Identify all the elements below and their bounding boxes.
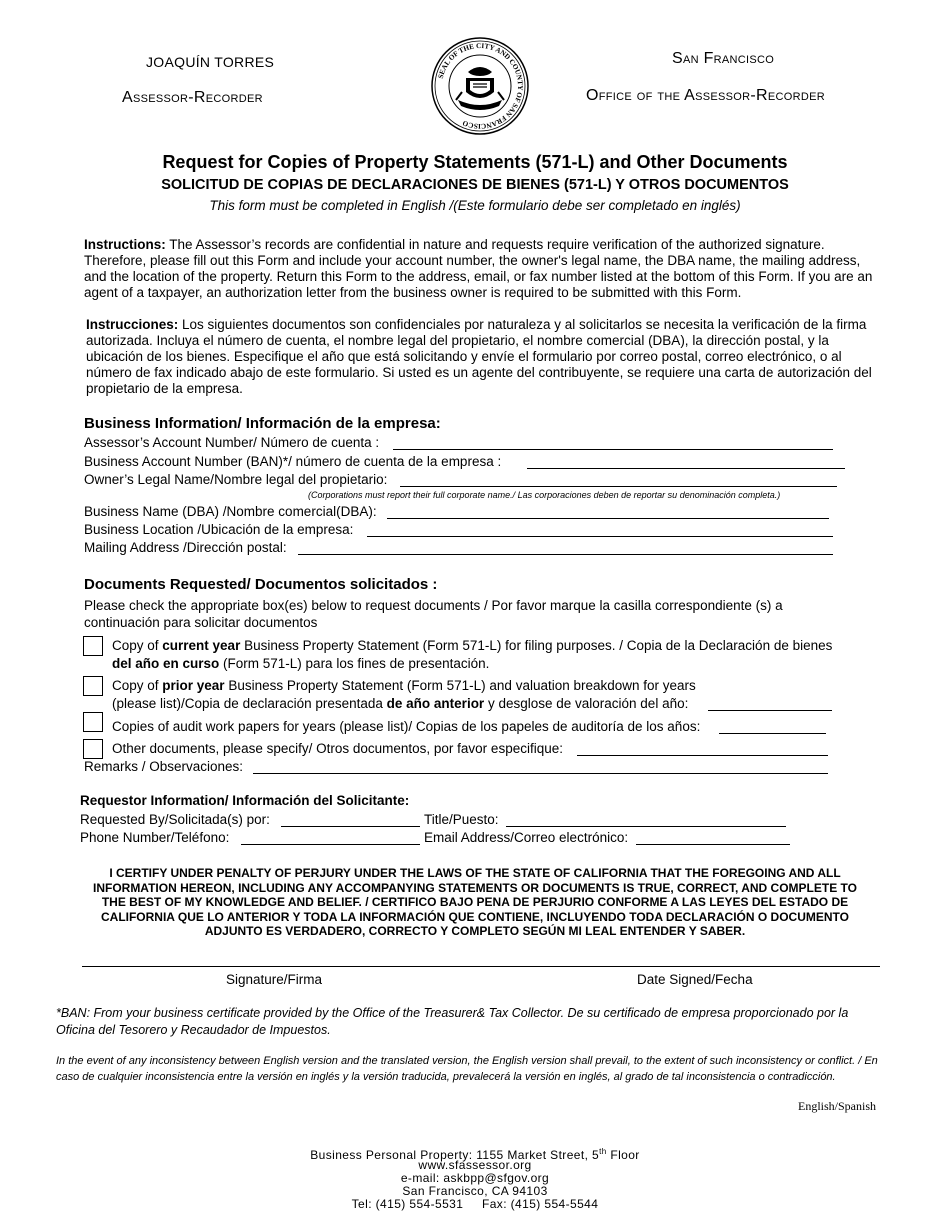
city-state-zip: San Francisco, CA 94103 bbox=[402, 1184, 548, 1198]
location-row bbox=[84, 522, 353, 537]
ban-footnote: *BAN: From your business certificate provided by the Office of the Treasurer& Tax Collector. De su certificado de empresa proporcionado por la Oficina del Tesorero y Recaudador de Impuestos. bbox=[56, 1006, 849, 1037]
phone-field[interactable] bbox=[241, 844, 420, 845]
prior-year-field[interactable] bbox=[708, 710, 832, 711]
signature-line[interactable] bbox=[82, 966, 880, 967]
owner-name-field[interactable] bbox=[400, 486, 837, 487]
instructions-spanish bbox=[86, 317, 886, 397]
perjury-certification: I CERTIFY UNDER PENALTY OF PERJURY UNDER THE LAWS OF THE STATE OF CALIFORNIA THAT THE FOREGOING AND ALL INFORMATION HEREON, INCLUDING ANY ACCOMPANYING STATEMENTS OR DOCUMENTS IS TRUE, CORRECT, AND COMPLETE TO THE BEST OF MY KNOWLEDGE AND BELIEF. / CERTIFICO BAJO PENA DE PERJURIO CONFORME A LAS LEYES DEL ESTADO DE CALIFORNIA QUE LO ANTERIOR Y TODA LA INFORMACIÓN QUE CONTIENE, INCLUYENDO TODA DECLARACIÓN O DOCUMENTO ADJUNTO ES VERDADERO, CORRECTO Y COMPLETO SEGÚN MI LEAL ENTENDER Y SABER. bbox=[92, 866, 857, 938]
owner-name-label: Owner’s Legal Name/Nombre legal del propietario: bbox=[84, 472, 388, 487]
other-documents-option: Other documents, please specify/ Otros documentos, por favor especifique: bbox=[112, 741, 563, 756]
ban-label: Business Account Number (BAN)*/ número de cuenta de la empresa : bbox=[84, 454, 502, 469]
instructions-text: The Assessor’s records are confidential in nature and requests require verification of the authorized signature. Therefore, please fill out this Form and include your account number, the owner's legal name, the DBA name, the mailing address, and the location of the property. Return this Form to the address, email, or fax number listed at the bottom of this Form. If you are an agent of a taxpayer, an authorization letter from the business owner is required to be submitted with this Form. bbox=[84, 237, 873, 300]
prior-year-option-line2 bbox=[112, 696, 688, 711]
instructions-label: Instructions: bbox=[84, 237, 166, 252]
documents-heading: Documents Requested/ Documentos solicitados : bbox=[84, 576, 438, 593]
city-seal-logo bbox=[430, 36, 530, 136]
account-number-row bbox=[84, 435, 379, 450]
current-year-checkbox[interactable] bbox=[83, 636, 103, 656]
address-sup: th bbox=[599, 1147, 607, 1156]
email-label: Email Address/Correo electrónico: bbox=[424, 830, 629, 845]
owner-name-note: (Corporations must report their full corporate name./ Las corporaciones deben de reportar su denominación completa.) bbox=[308, 490, 781, 500]
opt2-text-b: prior year bbox=[162, 678, 225, 693]
language-tag: English/Spanish bbox=[798, 1099, 877, 1113]
email-field[interactable] bbox=[636, 844, 790, 845]
audit-papers-field[interactable] bbox=[719, 733, 826, 734]
location-label: Business Location /Ubicación de la empresa: bbox=[84, 522, 354, 537]
opt2-text-d: (please list)/Copia de declaración presentada bbox=[112, 696, 387, 711]
remarks-field[interactable] bbox=[253, 773, 828, 774]
date-signed-label: Date Signed/Fecha bbox=[637, 972, 753, 987]
current-year-option-line1 bbox=[112, 638, 832, 653]
mailing-row bbox=[84, 540, 287, 555]
ban-row bbox=[84, 454, 501, 469]
prior-year-option-line1 bbox=[112, 678, 696, 693]
assessor-title: Assessor-Recorder bbox=[122, 89, 263, 106]
opt1-text-b: current year bbox=[162, 638, 241, 653]
instrucciones-text: Los siguientes documentos son confidenciales por naturaleza y al solicitarlos se necesita la verificación de la firma autorizada. Incluya el número de cuenta, el nombre legal del propietario, el nombre comercial (DBA), la dirección postal, y la ubicación de los bienes. Especifique el año que está solicitando y envíe el formulario por correo postal, correo electrónico, o al número de fax indicado abajo de este formulario. Si usted es un agente del contribuyente, se requiere una carta de autorización del propietario de la empresa. bbox=[86, 317, 872, 396]
opt1-text-a: Copy of bbox=[112, 638, 163, 653]
email-link[interactable]: e-mail: askbpp@sfgov.org bbox=[400, 1171, 550, 1185]
other-documents-field[interactable] bbox=[577, 755, 828, 756]
requested-by-label: Requested By/Solicitada(s) por: bbox=[80, 812, 270, 827]
dba-field[interactable] bbox=[387, 518, 829, 519]
requested-by-field[interactable] bbox=[281, 826, 420, 827]
title-field[interactable] bbox=[506, 826, 786, 827]
account-number-field[interactable] bbox=[393, 449, 833, 450]
opt2-text-a: Copy of bbox=[112, 678, 163, 693]
business-info-heading: Business Information/ Información de la empresa: bbox=[84, 415, 441, 432]
location-field[interactable] bbox=[367, 536, 833, 537]
mailing-field[interactable] bbox=[298, 554, 833, 555]
current-year-option-line2 bbox=[112, 656, 489, 671]
phone-label: Phone Number/Teléfono: bbox=[80, 830, 230, 845]
documents-intro-2: continuación para solicitar documentos bbox=[84, 615, 318, 630]
form-title-spanish: SOLICITUD DE COPIAS DE DECLARACIONES DE BIENES (571-L) Y OTROS DOCUMENTOS bbox=[161, 177, 789, 193]
instructions-english bbox=[84, 237, 884, 301]
opt1-text-d: del año en curso bbox=[112, 656, 220, 671]
phone-fax: Tel: (415) 554-5531 Fax: (415) 554-5544 bbox=[351, 1197, 599, 1211]
instrucciones-label: Instrucciones: bbox=[86, 317, 179, 332]
documents-intro-1: Please check the appropriate box(es) below to request documents / Por favor marque la casilla correspondiente (s) a bbox=[84, 598, 783, 613]
other-documents-checkbox[interactable] bbox=[83, 739, 103, 759]
city-name: San Francisco bbox=[672, 50, 775, 67]
dba-row bbox=[84, 504, 377, 519]
form-title-english: Request for Copies of Property Statements (571-L) and Other Documents bbox=[162, 152, 788, 172]
address-line1: Business Personal Property: 1155 Market Street, 5 bbox=[310, 1148, 600, 1162]
audit-papers-checkbox[interactable] bbox=[83, 712, 103, 732]
inconsistency-footnote: In the event of any inconsistency between English version and the translated version, the English version shall prevail, to the extent of such inconsistency or conflict. / En caso de cualquier inconsistencia entre la versión en inglés y la versión traducida, prevalecerá la versión en inglés, al grado de tal inconsistencia o contradicción. bbox=[56, 1055, 878, 1083]
title-label: Title/Puesto: bbox=[424, 812, 499, 827]
audit-papers-option: Copies of audit work papers for years (please list)/ Copias de los papeles de auditoría de los años: bbox=[112, 719, 701, 734]
prior-year-checkbox[interactable] bbox=[83, 676, 103, 696]
opt2-text-f: y desglose de valoración del año: bbox=[484, 696, 689, 711]
owner-name-row bbox=[84, 472, 387, 487]
form-language-note: This form must be completed in English /(Este formulario debe ser completado en inglés) bbox=[209, 198, 741, 213]
dba-label: Business Name (DBA) /Nombre comercial(DBA): bbox=[84, 504, 377, 519]
signature-label: Signature/Firma bbox=[226, 972, 323, 987]
assessor-name: JOAQUÍN TORRES bbox=[146, 54, 275, 70]
opt1-text-e: (Form 571-L) para los fines de presentación. bbox=[219, 656, 490, 671]
ban-field[interactable] bbox=[527, 468, 845, 469]
remarks-label: Remarks / Observaciones: bbox=[84, 759, 244, 774]
mailing-label: Mailing Address /Dirección postal: bbox=[84, 540, 287, 555]
svg-text:SEAL OF THE CITY AND COUNTY OF: SEAL OF THE CITY AND COUNTY OF SAN FRANCISCO bbox=[436, 41, 525, 131]
office-name: Office of the Assessor-Recorder bbox=[586, 87, 825, 104]
address-floor: Floor bbox=[606, 1148, 640, 1162]
opt2-text-c: Business Property Statement (Form 571-L) and valuation breakdown for years bbox=[224, 678, 696, 693]
website-link[interactable]: www.sfassessor.org bbox=[418, 1158, 532, 1172]
requestor-heading: Requestor Information/ Información del Solicitante: bbox=[80, 793, 410, 808]
account-number-label: Assessor’s Account Number/ Número de cuenta : bbox=[84, 435, 380, 450]
opt2-text-e: de año anterior bbox=[386, 696, 485, 711]
opt1-text-c: Business Property Statement (Form 571-L) for filing purposes. / Copia de la Declaración de bienes bbox=[240, 638, 833, 653]
